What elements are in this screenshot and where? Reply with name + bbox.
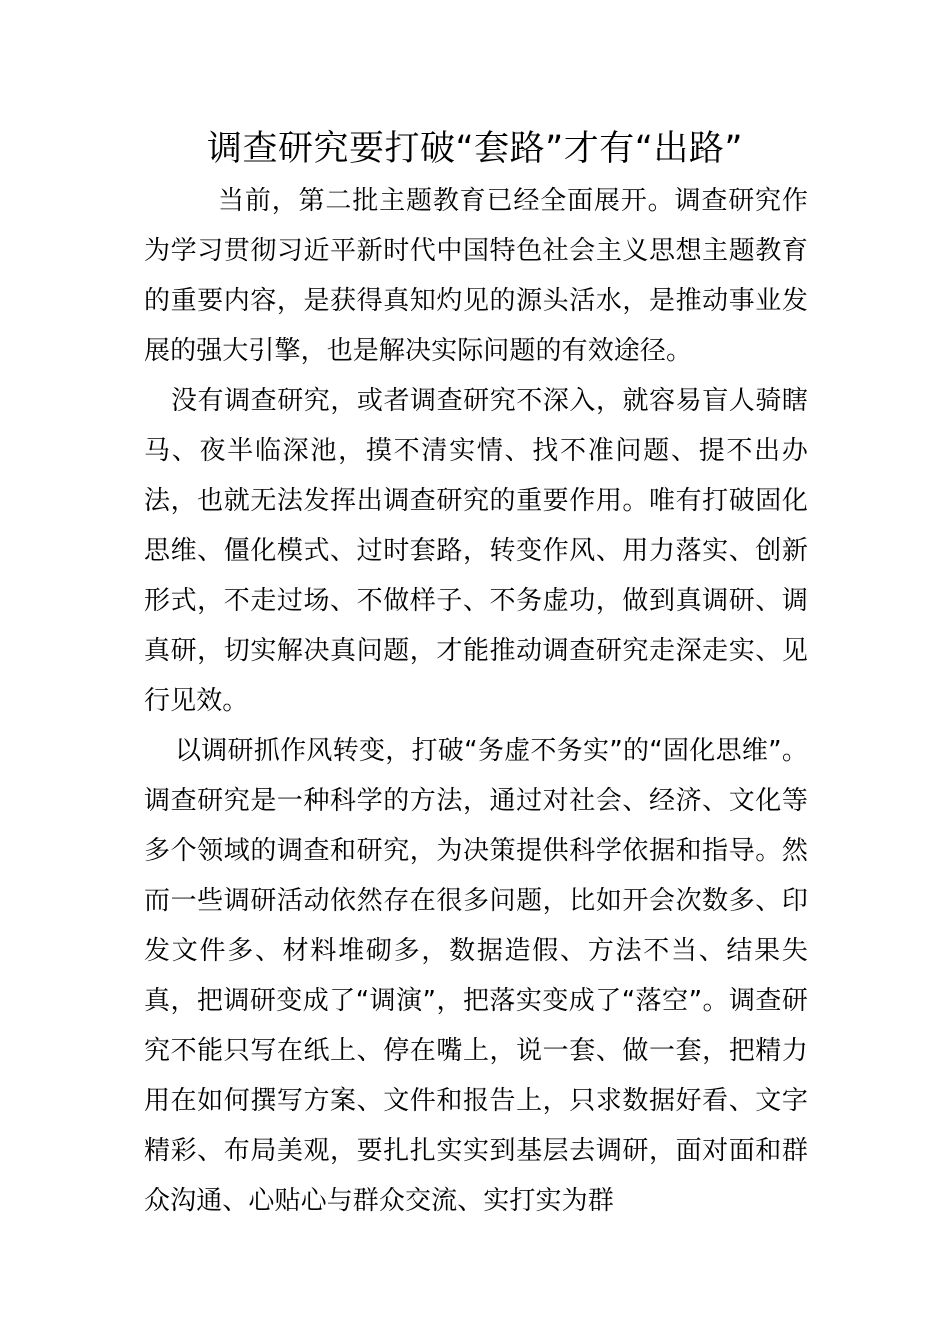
- paragraph-3: 以调研抓作风转变，打破“务虚不务实”的“固化思维”。调查研究是一种科学的方法，通过对社会、经济、文化等多个领域的调查和研究，为决策提供科学依据和指导。然而一些调研活动依然存在很多问题，比如开会次数多、印发文件多、材料堆砌多，数据造假、方法不当、结果失真，把调研变成了“调演”，把落实变成了“落空”。调查研究不能只写在纸上、停在嘴上，说一套、做一套，把精力用在如何撰写方案、文件和报告上，只求数据好看、文字精彩、布局美观，要扎扎实实到基层去调研，面对面和群众沟通、心贴心与群众交流、实打实为群: [144, 736, 808, 1216]
- document-body: [144, 176, 808, 1226]
- paragraph-2: 没有调查研究，或者调查研究不深入，就容易盲人骑瞎马、夜半临深池，摸不清实情、找不准问题、提不出办法，也就无法发挥出调查研究的重要作用。唯有打破固化思维、僵化模式、过时套路，转变作风、用力落实、创新形式，不走过场、不做样子、不务虚功，做到真调研、调真研，切实解决真问题，才能推动调查研究走深走实、见行见效。: [144, 386, 808, 716]
- paragraph-1: 当前，第二批主题教育已经全面展开。调查研究作为学习贯彻习近平新时代中国特色社会主义思想主题教育的重要内容，是获得真知灼见的源头活水，是推动事业发展的强大引擎，也是解决实际问题的有效途径。: [144, 186, 808, 366]
- document-title: 调查研究要打破“套路”才有“出路”: [206, 129, 744, 169]
